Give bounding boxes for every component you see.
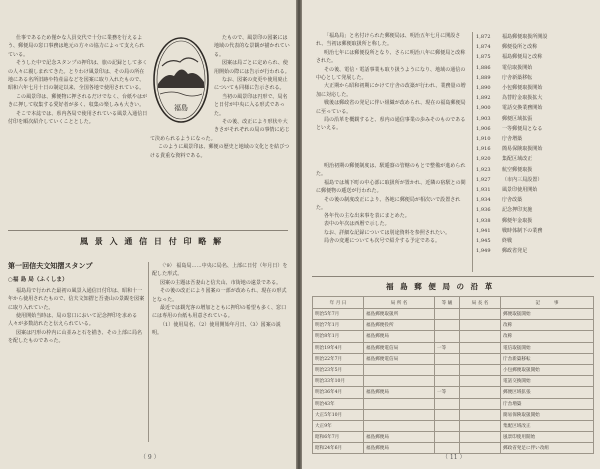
table-row <box>313 409 594 420</box>
table-cell: 昭和24年6月 <box>313 443 364 454</box>
postmark-seal-illustration <box>152 36 210 124</box>
table-cell: 一等 <box>435 387 460 398</box>
table-cell: 明治36年4月 <box>313 387 364 398</box>
timeline-item <box>476 216 594 226</box>
right-bottom-mid-column <box>316 212 466 246</box>
timeline-note: 集配区域改正 <box>502 156 533 163</box>
table-cell <box>435 432 460 443</box>
timeline-year: 1,934 <box>476 197 491 204</box>
left-page <box>0 0 296 469</box>
table-cell <box>460 376 501 387</box>
table-cell: 簡易保険取扱開始 <box>501 409 594 420</box>
timeline-list <box>476 32 594 256</box>
timeline-year: 1,945 <box>476 238 491 245</box>
table-cell: 集配区域改正 <box>501 420 594 431</box>
timeline-note: 庁舎新築移転 <box>502 74 533 81</box>
divider <box>8 230 288 231</box>
timeline-year: 1,872 <box>476 34 491 40</box>
table-cell <box>460 331 501 342</box>
timeline-item <box>476 134 594 144</box>
history-table <box>312 296 594 454</box>
table-cell <box>435 398 460 409</box>
timeline-item <box>476 63 594 73</box>
table-cell: 福島郵便電信局 <box>364 342 435 353</box>
paragraph: 局の沿革を概観すると、県内の通信事業の歩みそのものであるといえる。 <box>316 117 466 132</box>
left-bottom-column <box>8 262 146 346</box>
table-row <box>313 320 594 331</box>
timeline-item <box>476 175 594 185</box>
timeline-item <box>476 32 594 42</box>
table-row <box>313 364 594 375</box>
table-cell <box>435 353 460 364</box>
paragraph: 仕事であるため僅かな人員交代で十分に業務を行えるよう、郵便局の窓口事務は地元の方々の協力によって支えられている。 <box>8 35 145 58</box>
timeline-year: 1,906 <box>476 125 491 132</box>
table-cell <box>435 420 460 431</box>
paragraph: 戦後は郵政省の発足に伴い組織が改められ、現在の福島郵便局に至っている。 <box>316 100 466 115</box>
timeline-note: 戦時体制下の業務 <box>502 227 543 234</box>
timeline-item <box>476 124 594 134</box>
timeline-year: 1,941 <box>476 227 491 234</box>
timeline-year: 1,916 <box>476 146 491 153</box>
timeline-item <box>476 114 594 124</box>
left-top-column <box>8 34 148 126</box>
table-cell <box>460 398 501 409</box>
paragraph: （1）使用局名、（2）使用開始年月日、（3）図案の説明。 <box>152 321 281 337</box>
table-cell: 明治8年1月 <box>313 331 364 342</box>
table-row <box>313 342 594 353</box>
right-page <box>302 0 600 469</box>
table-cell: 改称 <box>501 331 594 342</box>
timeline-note: 庁舎改築 <box>502 197 523 204</box>
column-divider <box>148 262 149 442</box>
table-cell: 福島郵便役所 <box>364 320 435 331</box>
table-cell <box>364 398 435 409</box>
table-cell <box>460 353 501 364</box>
table-cell: 昭和6年7月 <box>313 432 364 443</box>
paragraph: たもので、風景印の図案には地域の代表的な景観が描かれている。 <box>214 35 290 58</box>
table-cell <box>435 320 460 331</box>
paragraph: そうした中で記念スタンプの押印は、旅の記録として多くの人々に親しまれてきた。とりわけ風景印は、その局の所在地にある名所旧跡や特産品などを図案に取り入れたもので、昭和六年七月十日の制定以来、全国各地で使用されている。 <box>8 60 148 92</box>
table-row <box>313 398 594 409</box>
paragraph: 当初の風景印は円形で、局名と日付が中央に入る形式であった。 <box>214 93 288 117</box>
table-cell: 郵便取扱開始 <box>501 309 594 320</box>
paragraph: 〈'9〉 福島局……中央に局名、上部に日付（年月日）を配した形式。 <box>152 263 288 278</box>
table-cell: 明治43年 <box>313 398 364 409</box>
paragraph: そこで本誌では、県内各局で使用されている風景入通信日付印を順次紹介していくこととした。 <box>8 110 148 126</box>
timeline-year: 1,923 <box>476 166 491 173</box>
divider <box>312 276 594 277</box>
timeline-year: 1,927 <box>476 176 491 183</box>
table-cell <box>460 320 501 331</box>
table-row <box>313 331 594 342</box>
table-cell: 改称 <box>501 320 594 331</box>
table-cell <box>460 432 501 443</box>
table-row <box>313 432 594 443</box>
table-cell: 庁舎増築 <box>501 398 594 409</box>
timeline-year: 1,875 <box>476 54 491 61</box>
table-cell: 明治33年10月 <box>313 376 364 387</box>
timeline-note: 郵便区域拡張 <box>502 115 533 122</box>
page-number: （ 11 ） <box>442 454 466 461</box>
table-cell <box>435 309 460 320</box>
paragraph: 表中の年次は西暦で示した。 <box>324 221 390 228</box>
timeline-item <box>476 185 594 195</box>
table-cell: 福島郵便局 <box>364 443 435 454</box>
paragraph: 使用開始当時は、局の窓口において記念押印を求める人々が多数訪れたと伝えられている。 <box>8 313 138 328</box>
paragraph: その後、改正により形状や大きさがそれぞれの局の事情に応じて決められるようになった。 <box>150 119 290 142</box>
timeline-year: 1,936 <box>476 207 491 214</box>
timeline-item <box>476 236 594 246</box>
table-cell <box>435 376 460 387</box>
table-cell: 一等 <box>435 342 460 353</box>
table-cell: 風景印使用開始 <box>501 432 594 443</box>
table-title: 福 島 郵 便 局 の 沿 革 <box>386 282 495 291</box>
table-cell <box>460 420 501 431</box>
paragraph: このように風景印は、郵便の歴史と地域の文化とを結びつける貴重な資料である。 <box>150 144 290 159</box>
table-cell: 福島郵便電信局 <box>364 353 435 364</box>
timeline-note: 郵政省発足 <box>502 248 528 255</box>
timeline-item <box>476 205 594 215</box>
paragraph: なお、詳細な記録については別途資料を参照されたい。 <box>324 229 451 236</box>
table-cell: 福島郵便取扱所 <box>364 309 435 320</box>
table-cell: 郵便区域拡張 <box>501 387 594 398</box>
timeline-year: 1,890 <box>476 85 491 92</box>
paragraph: なお、図案の変更や使用廃止についても同様に告示される。 <box>214 77 288 92</box>
table-cell: 福島郵便局 <box>364 331 435 342</box>
timeline-note: 終戦 <box>502 238 513 245</box>
timeline-year: 1,910 <box>476 136 491 143</box>
entry-title: ○福 島 局（ふくしま） <box>8 277 68 284</box>
table-row <box>313 376 594 387</box>
table-cell <box>460 387 501 398</box>
timeline-item <box>476 226 594 236</box>
timeline-year: 1,938 <box>476 217 491 224</box>
table-cell: 大正9年 <box>313 420 364 431</box>
timeline-item <box>476 52 594 62</box>
table-cell: 明治23年5月 <box>313 364 364 375</box>
table-header-cell: 局 所 名 <box>364 297 435 309</box>
paragraph: 局舎の変遷についても次号で紹介する予定である。 <box>324 238 441 245</box>
timeline-divider <box>472 32 473 272</box>
right-top-column <box>316 32 466 133</box>
table-cell: 明治19年4月 <box>313 342 364 353</box>
paragraph: その後、電信・電話事業も取り扱うようになり、地域の通信の中心として発展した。 <box>316 66 466 82</box>
table-cell: 庁舎新築移転 <box>501 353 594 364</box>
table-header-cell: 局 長 名 <box>460 297 501 309</box>
table-cell <box>364 376 435 387</box>
table-cell <box>435 331 460 342</box>
table-cell: 小包郵便取扱開始 <box>501 364 594 375</box>
timeline-note: 小包郵便取扱開始 <box>502 85 543 92</box>
paragraph: 図案は円形の枠内に山並みと石を描き、その上部に局名を配したものであった。 <box>8 329 143 345</box>
timeline-note: 電話交換業務開始 <box>502 105 543 112</box>
table-cell <box>364 364 435 375</box>
paragraph: 図案の主題は吾妻山と信夫山、市街地の遠景である。 <box>160 279 282 286</box>
timeline-note: 福島郵便取扱所開設 <box>502 34 548 40</box>
table-row <box>313 420 594 431</box>
paragraph: この風景印は、郵便物に押されるだけでなく、台紙やはがきに押して収集する愛好者が多く、収集の楽しみも大きい。 <box>8 93 148 109</box>
table-cell <box>460 364 501 375</box>
table-cell <box>364 420 435 431</box>
paragraph: 各年代の主な出来事を表にまとめた。 <box>324 213 410 219</box>
table-cell <box>460 409 501 420</box>
table-row <box>313 353 594 364</box>
table-cell <box>435 364 460 375</box>
paragraph: 明治七年には郵便役所となり、さらに明治八年に郵便局と改称された。 <box>316 49 466 65</box>
table-cell <box>460 309 501 320</box>
table-cell <box>460 342 501 353</box>
section-title: 風 景 入 通 信 日 付 印 略 解 <box>80 236 224 246</box>
table-row <box>313 387 594 398</box>
paragraph: その後の制度改正により、各地に郵便局が相次いで設置された。 <box>316 196 461 212</box>
timeline-year: 1,920 <box>476 156 491 163</box>
paragraph: その後の改正により図案の一部が改められ、現在の形式となった。 <box>152 288 287 303</box>
paragraph: 福島局で行われた最初の風景入通信日付印は、昭和十一年から使用されたもので、信夫文知摺と吾妻山の景観を図案に取り入れていた。 <box>8 287 145 311</box>
timeline-item <box>476 73 594 83</box>
timeline-item <box>476 246 594 256</box>
table-cell: 明治22年7月 <box>313 353 364 364</box>
left-bottom-right-column <box>152 262 290 338</box>
timeline-note: 郵便役所と改称 <box>502 44 538 51</box>
paragraph: 最近では観光客の増加とともに押印の希望も多く、窓口には専用の台紙も用意されている。 <box>152 305 287 320</box>
timeline-item <box>476 83 594 93</box>
table-cell <box>435 409 460 420</box>
timeline-item <box>476 42 594 52</box>
right-mid-column <box>316 162 466 212</box>
timeline-note: 福島郵便局と改称 <box>502 54 543 61</box>
table-cell: 電信取扱開始 <box>501 342 594 353</box>
timeline-item <box>476 195 594 205</box>
timeline-year: 1,874 <box>476 44 491 51</box>
timeline-year: 1,931 <box>476 187 491 194</box>
timeline-note: 風景印使用開始 <box>502 187 538 194</box>
timeline-note: 電信取扱開始 <box>502 64 533 71</box>
table-cell <box>460 443 501 454</box>
table-cell: 電話交換開始 <box>501 376 594 387</box>
table-cell: 明治7年1月 <box>313 320 364 331</box>
timeline-note: 簡易保険取扱開始 <box>502 146 543 153</box>
timeline-note: 一等郵便局となる <box>502 125 543 132</box>
timeline-note: 航空郵便取扱 <box>502 166 533 173</box>
timeline-year: 1,889 <box>476 74 491 81</box>
timeline-item <box>476 103 594 113</box>
table-cell: 大正5年10月 <box>313 409 364 420</box>
timeline-note: （市内三局設置） <box>502 176 543 183</box>
timeline-year: 1,949 <box>476 248 491 255</box>
paragraph: 「福島局」と名付けられた郵便局は、明治五年七月に開設され、当初は郵便取扱所と称した。 <box>316 33 461 48</box>
paragraph: 福島では城下町の中心部に取扱所が置かれ、近隣の宿駅との間に郵便物の逓送が行われた。 <box>316 179 466 195</box>
table-header-cell: 等 級 <box>435 297 460 309</box>
timeline-note: 記念押印実施 <box>502 207 533 214</box>
table-header-cell: 年 月 日 <box>313 297 364 309</box>
subsection-heading: 第一回信夫文知摺スタンプ <box>8 261 93 270</box>
paragraph: 図案は局ごとに定められ、使用開始の際には告示が行われる。 <box>214 60 290 75</box>
timeline-note: 庁舎増築 <box>502 136 523 143</box>
timeline-note: 郵便年金取扱 <box>502 217 533 224</box>
timeline-item <box>476 154 594 164</box>
table-header-cell: 記 事 <box>501 297 594 309</box>
timeline-item <box>476 165 594 175</box>
table-cell <box>364 409 435 420</box>
timeline-year: 1,903 <box>476 115 491 122</box>
table-cell: 明治5年7月 <box>313 309 364 320</box>
table-cell: 福島郵便局 <box>364 387 435 398</box>
timeline-year: 1,886 <box>476 64 491 71</box>
paragraph: 大正期から昭和初期にかけて庁舎の改築が行われ、業務量の増加に対応した。 <box>316 83 466 98</box>
timeline-year: 1,900 <box>476 105 491 112</box>
timeline-note: 為替貯金取扱拡大 <box>502 95 543 102</box>
seal-text: 福島 <box>174 104 188 112</box>
table-cell: 郵政省発足に伴い改組 <box>501 443 594 454</box>
timeline-item <box>476 93 594 103</box>
paragraph: 明治初期の郵便制度は、駅逓寮の管轄のもとで整備が進められた。 <box>316 163 466 178</box>
timeline-item <box>476 144 594 154</box>
table-cell: 福島郵便局 <box>364 432 435 443</box>
table-row <box>313 309 594 320</box>
page-number: （ 9 ） <box>140 454 160 461</box>
timeline-year: 1,892 <box>476 95 491 102</box>
